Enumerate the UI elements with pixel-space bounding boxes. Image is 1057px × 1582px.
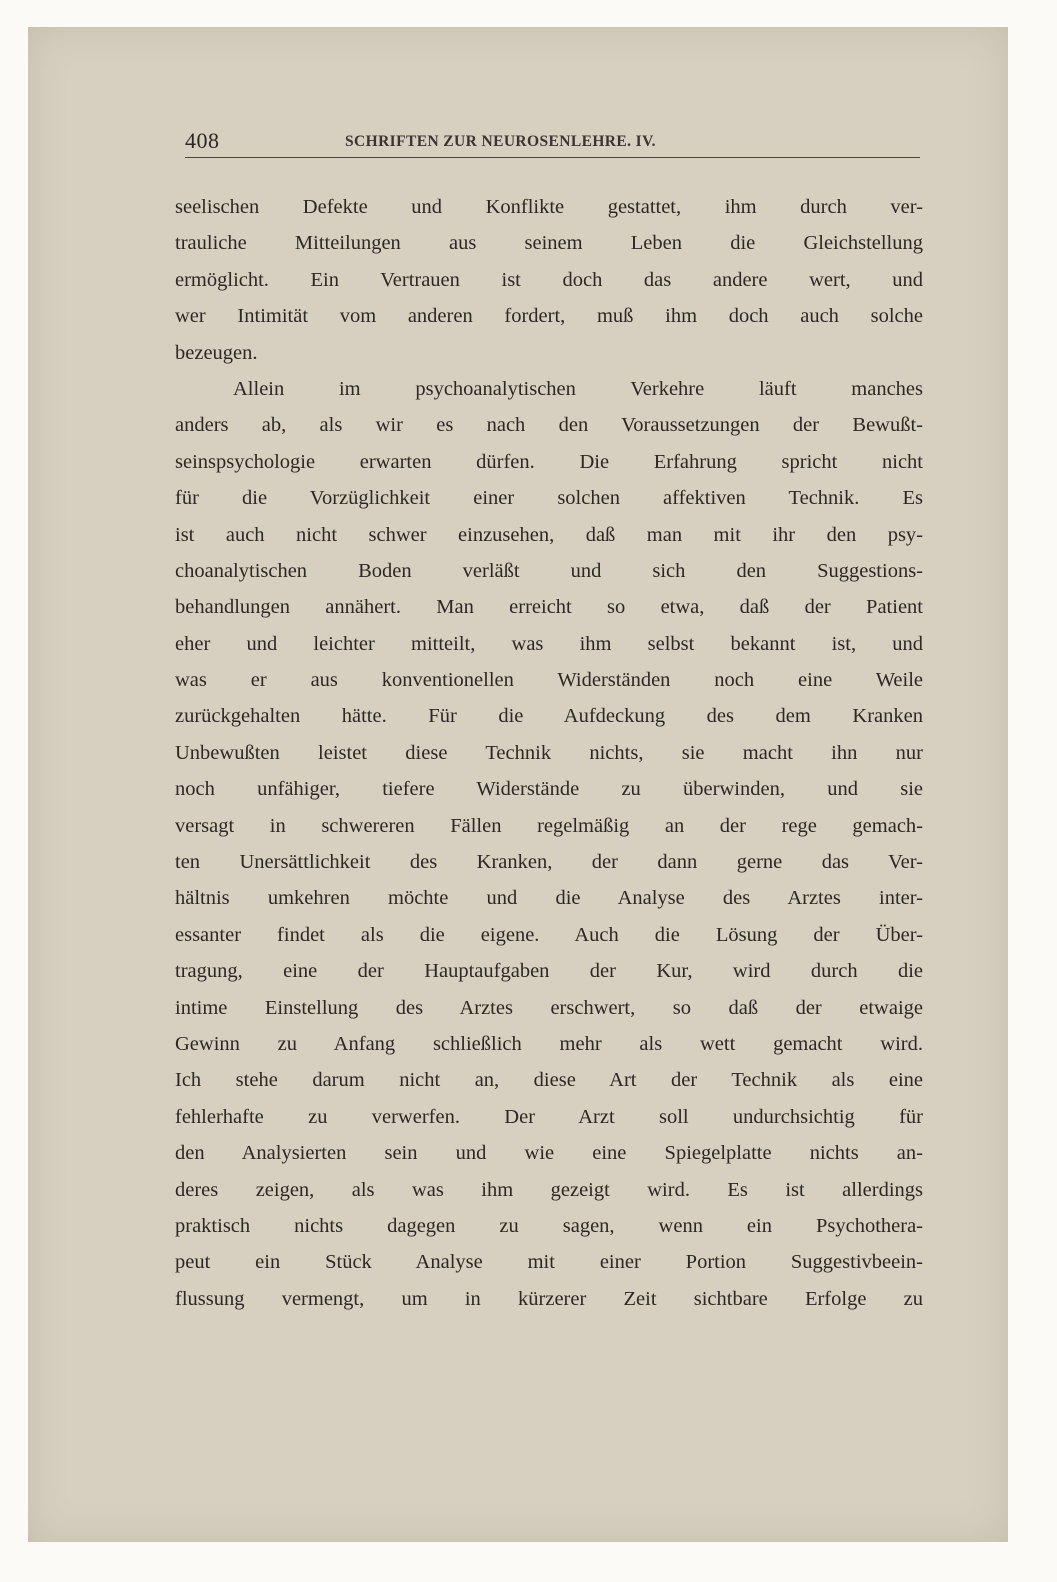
text-line: ermöglicht. Ein Vertrauen ist doch das andere wert, und (175, 268, 923, 291)
running-title: SCHRIFTEN ZUR NEUROSENLEHRE. IV. (345, 133, 656, 150)
text-line: zurückgehalten hätte. Für die Aufdeckung des dem Kranken (175, 705, 923, 728)
text-line: seelischen Defekte und Konflikte gestattet, ihm durch ver- (175, 196, 923, 218)
text-line: Gewinn zu Anfang schließlich mehr als wett gemacht wird. (175, 1032, 923, 1055)
text-line: wer Intimität vom anderen fordert, muß ihm doch auch solche (175, 305, 923, 328)
text-line: den Analysierten sein und wie eine Spiegelplatte nichts an- (175, 1142, 923, 1165)
text-line: trauliche Mitteilungen aus seinem Leben die Gleichstellung (175, 232, 923, 255)
text-line: bezeugen. (175, 341, 258, 364)
paragraph-start-line: Allein im psychoanalytischen Verkehre läuft manches (233, 377, 923, 400)
text-line: für die Vorzüglichkeit einer solchen affektiven Technik. Es (175, 487, 923, 510)
text-line: flussung vermengt, um in kürzerer Zeit sichtbare Erfolge zu (175, 1287, 923, 1310)
text-line: seinspsychologie erwarten dürfen. Die Erfahrung spricht nicht (175, 450, 923, 473)
text-line: essanter findet als die eigene. Auch die Lösung der Über- (175, 923, 923, 946)
text-line: tragung, eine der Hauptaufgaben der Kur, wird durch die (175, 960, 923, 983)
page-header (185, 128, 920, 158)
text-line: hältnis umkehren möchte und die Analyse des Arztes inter- (175, 887, 923, 910)
page-number: 408 (185, 128, 220, 153)
text-line: was er aus konventionellen Widerständen noch eine Weile (175, 669, 923, 692)
text-line: ten Unersättlichkeit des Kranken, der dann gerne das Ver- (175, 851, 923, 874)
text-line: Ich stehe darum nicht an, diese Art der Technik als eine (175, 1069, 923, 1092)
text-line: peut ein Stück Analyse mit einer Portion Suggestivbeein- (175, 1251, 923, 1274)
text-line: ist auch nicht schwer einzusehen, daß man mit ihr den psy- (175, 523, 923, 546)
header-rule (185, 157, 920, 158)
text-line: intime Einstellung des Arztes erschwert, so daß der etwaige (175, 996, 923, 1019)
text-line: choanalytischen Boden verläßt und sich den Suggestions- (175, 559, 923, 582)
text-line: eher und leichter mitteilt, was ihm selbst bekannt ist, und (175, 632, 923, 655)
text-line: noch unfähiger, tiefere Widerstände zu überwinden, und sie (175, 778, 923, 801)
body-text (175, 189, 923, 1317)
text-line: anders ab, als wir es nach den Voraussetzungen der Bewußt- (175, 414, 923, 437)
text-line: deres zeigen, als was ihm gezeigt wird. Es ist allerdings (175, 1178, 923, 1201)
text-line: behandlungen annähert. Man erreicht so etwa, daß der Patient (175, 596, 923, 619)
text-line: praktisch nichts dagegen zu sagen, wenn ein Psychothera- (175, 1214, 923, 1237)
text-line: versagt in schwereren Fällen regelmäßig an der rege gemach- (175, 814, 923, 837)
text-line: Unbewußten leistet diese Technik nichts, sie macht ihn nur (175, 741, 923, 764)
text-line: fehlerhafte zu verwerfen. Der Arzt soll undurchsichtig für (175, 1105, 923, 1128)
